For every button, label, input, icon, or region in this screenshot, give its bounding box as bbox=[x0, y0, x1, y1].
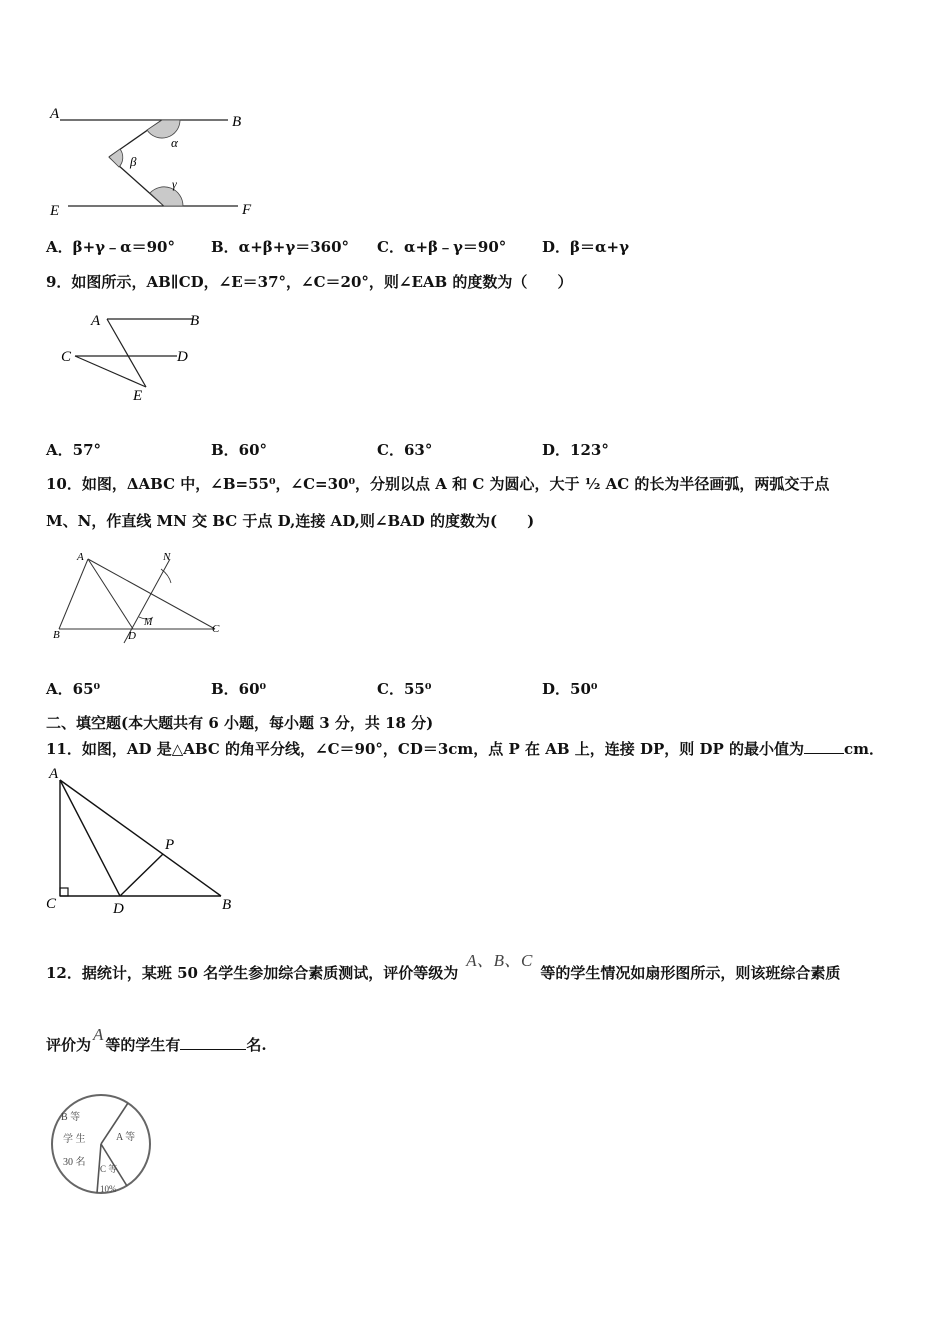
segment-ae bbox=[107, 319, 146, 387]
segment-ce bbox=[75, 356, 146, 387]
q12-pie-chart bbox=[48, 1092, 158, 1202]
q10-stem-line2: M、N，作直线 MN 交 BC 于点 D,连接 AD,则∠BAD 的度数为( ) bbox=[46, 512, 535, 530]
label-p: P bbox=[165, 837, 175, 853]
angle-gamma-arc bbox=[150, 187, 183, 206]
q8-option-d[interactable]: D．β＝α+γ bbox=[542, 238, 629, 256]
segment-ad bbox=[60, 780, 120, 896]
label-b: B bbox=[190, 313, 200, 329]
q9-stem: 9．如图所示，AB∥CD，∠E＝37°，∠C＝20°，则∠EAB 的度数为（ ） bbox=[46, 273, 573, 291]
q12-line2-letter: A bbox=[93, 1025, 104, 1044]
segment-dp bbox=[120, 854, 163, 896]
q12-answer-blank[interactable] bbox=[180, 1035, 246, 1050]
section-heading: 二、填空题(本大题共有 6 小题，每小题 3 分，共 18 分) bbox=[46, 714, 434, 732]
segment-ad bbox=[88, 559, 133, 629]
segment-ab bbox=[59, 559, 88, 629]
q12-stem-part2: 等的学生情况如扇形图所示，则该班综合素质 bbox=[540, 964, 841, 982]
label-f: F bbox=[242, 202, 252, 218]
q11-figure bbox=[40, 760, 245, 920]
label-m: M bbox=[144, 617, 153, 628]
label-c: C bbox=[61, 349, 72, 365]
pie-label-a: A 等 bbox=[116, 1132, 136, 1143]
label-gamma: γ bbox=[172, 177, 177, 191]
q12-grade-letters: A、B、C bbox=[466, 951, 533, 970]
q11-answer-blank[interactable] bbox=[804, 739, 844, 754]
angle-beta-arc bbox=[109, 149, 123, 167]
q10-figure bbox=[45, 545, 230, 645]
q11-stem-text: 11．如图，AD 是△ABC 的角平分线，∠C＝90°，CD＝3cm，点 P 在 AB 上，连接 DP，则 DP 的最小值为 bbox=[46, 740, 805, 758]
pie-label-b-line3: 30 名 bbox=[63, 1157, 86, 1168]
label-d: D bbox=[113, 901, 124, 917]
q11-stem bbox=[46, 738, 884, 759]
label-b: B bbox=[53, 629, 60, 641]
label-e: E bbox=[50, 203, 60, 219]
q10-stem-line1: 10．如图，ΔABC 中，∠B=55⁰，∠C=30⁰，分别以点 A 和 C 为圆心，大于 ½ AC 的长为半径画弧，两弧交于点 bbox=[46, 475, 830, 493]
label-a: A bbox=[50, 106, 60, 122]
q9-option-a[interactable]: A．57° bbox=[46, 441, 102, 459]
q9-figure bbox=[55, 305, 225, 405]
label-e: E bbox=[133, 388, 143, 404]
q9-option-b[interactable]: B．60° bbox=[211, 441, 268, 459]
pie-label-c: C 等 bbox=[100, 1164, 118, 1174]
right-angle-mark bbox=[60, 888, 68, 896]
label-a: A bbox=[77, 551, 84, 563]
label-d: D bbox=[128, 630, 136, 642]
q12-line2-part2: 等的学生有 bbox=[105, 1036, 181, 1054]
segment-ab bbox=[60, 780, 221, 896]
label-c: C bbox=[46, 896, 57, 912]
label-beta: β bbox=[130, 154, 137, 169]
label-b: B bbox=[222, 897, 232, 913]
q12-line2-part1: 评价为 bbox=[46, 1036, 92, 1054]
label-d: D bbox=[177, 349, 188, 365]
label-a: A bbox=[91, 313, 101, 329]
q12-stem-line2 bbox=[46, 1025, 267, 1055]
q11-stem-unit: cm． bbox=[844, 740, 885, 758]
q12-stem-line1 bbox=[46, 951, 841, 983]
q10-option-d[interactable]: D．50⁰ bbox=[542, 680, 598, 698]
label-b: B bbox=[232, 114, 242, 130]
label-n: N bbox=[163, 551, 171, 563]
label-c: C bbox=[212, 623, 220, 635]
label-alpha: α bbox=[171, 135, 178, 150]
q12-stem-part1: 12．据统计，某班 50 名学生参加综合素质测试，评价等级为 bbox=[46, 964, 459, 982]
q12-line2-part3: 名. bbox=[246, 1036, 267, 1054]
pie-label-c-percent: 10% bbox=[100, 1184, 117, 1194]
pie-label-b-line1: B 等 bbox=[61, 1112, 81, 1123]
q10-option-a[interactable]: A．65⁰ bbox=[46, 680, 101, 698]
q9-option-d[interactable]: D．123° bbox=[542, 441, 609, 459]
q9-option-c[interactable]: C．63° bbox=[377, 441, 433, 459]
label-a: A bbox=[49, 766, 59, 782]
q8-option-b[interactable]: B．α+β+γ＝360° bbox=[211, 238, 350, 256]
pie-label-b-line2: 学 生 bbox=[63, 1134, 86, 1145]
q10-option-c[interactable]: C．55⁰ bbox=[377, 680, 432, 698]
q8-figure bbox=[40, 100, 280, 225]
q8-option-a[interactable]: A．β+γ﹣α＝90° bbox=[46, 238, 175, 256]
q10-option-b[interactable]: B．60⁰ bbox=[211, 680, 267, 698]
q8-option-c[interactable]: C．α+β﹣γ＝90° bbox=[377, 238, 507, 256]
arc-n bbox=[161, 569, 171, 583]
